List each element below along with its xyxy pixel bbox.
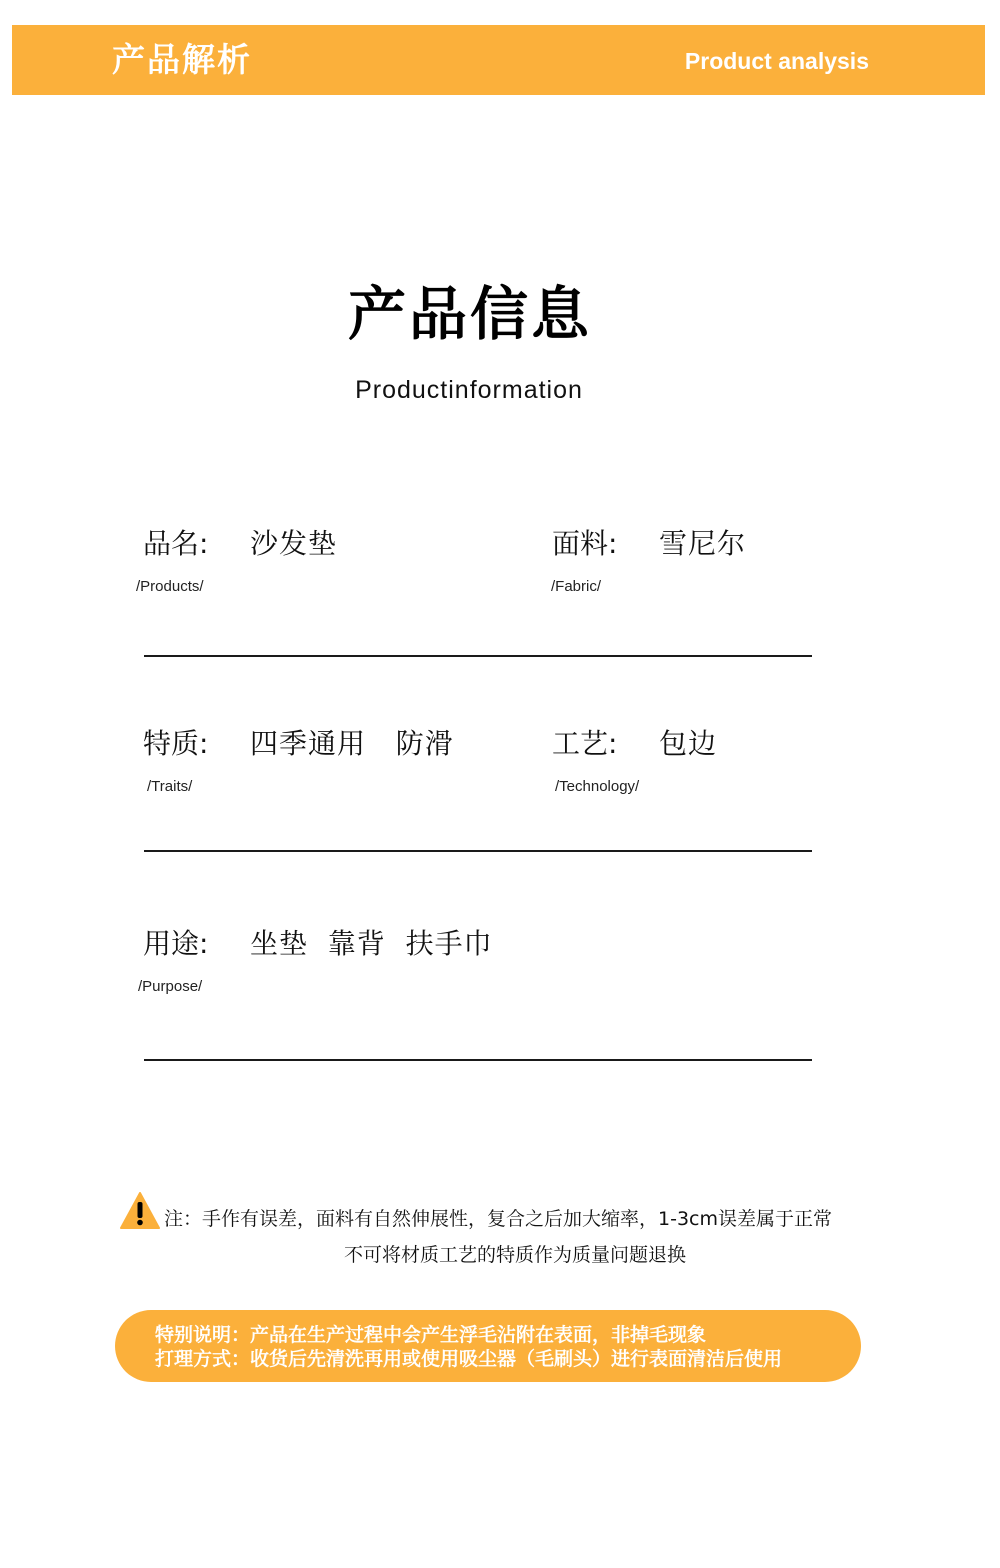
header-banner [12, 25, 985, 95]
notice-row [120, 1192, 880, 1232]
warning-icon [120, 1192, 160, 1230]
special-note-line-2: 打理方式：收货后先清洗再用或使用吸尘器（毛刷头）进行表面清洁后使用 [155, 1348, 783, 1370]
field-name-value: 沙发垫 [250, 527, 338, 560]
field-technology-en: /Technology/ [555, 778, 640, 795]
header-title-en: Product analysis [684, 48, 869, 74]
divider-1 [144, 655, 812, 657]
field-traits-en: /Traits/ [147, 778, 193, 795]
field-fabric-label: 面料: [552, 527, 618, 560]
header-title-cn: 产品解析 [112, 40, 252, 79]
divider-3 [144, 1059, 812, 1061]
field-purpose-label: 用途: [143, 927, 209, 960]
field-purpose-en: /Purpose/ [138, 978, 203, 995]
special-note-box [115, 1310, 861, 1382]
field-technology-value: 包边 [659, 727, 718, 760]
page-title: 产品信息 [347, 280, 592, 348]
field-name-en: /Products/ [136, 578, 204, 595]
field-name-label: 品名: [143, 527, 209, 560]
notice-line-2: 不可将材质工艺的特质作为质量问题退换 [343, 1244, 686, 1266]
page-subtitle: Productinformation [355, 376, 583, 404]
field-fabric-value: 雪尼尔 [659, 527, 747, 560]
field-traits-value: 四季通用 防滑 [250, 727, 454, 760]
field-technology-label: 工艺: [552, 727, 618, 760]
field-purpose-value: 坐垫 靠背 扶手巾 [250, 927, 493, 960]
special-note-line-1: 特别说明：产品在生产过程中会产生浮毛沾附在表面，非掉毛现象 [155, 1324, 707, 1346]
field-fabric-en: /Fabric/ [551, 578, 602, 595]
field-traits-label: 特质: [143, 727, 209, 760]
divider-2 [144, 850, 812, 852]
notice-line-1: 注：手作有误差，面料有自然伸展性，复合之后加大缩率，1-3cm误差属于正常 [164, 1208, 832, 1230]
